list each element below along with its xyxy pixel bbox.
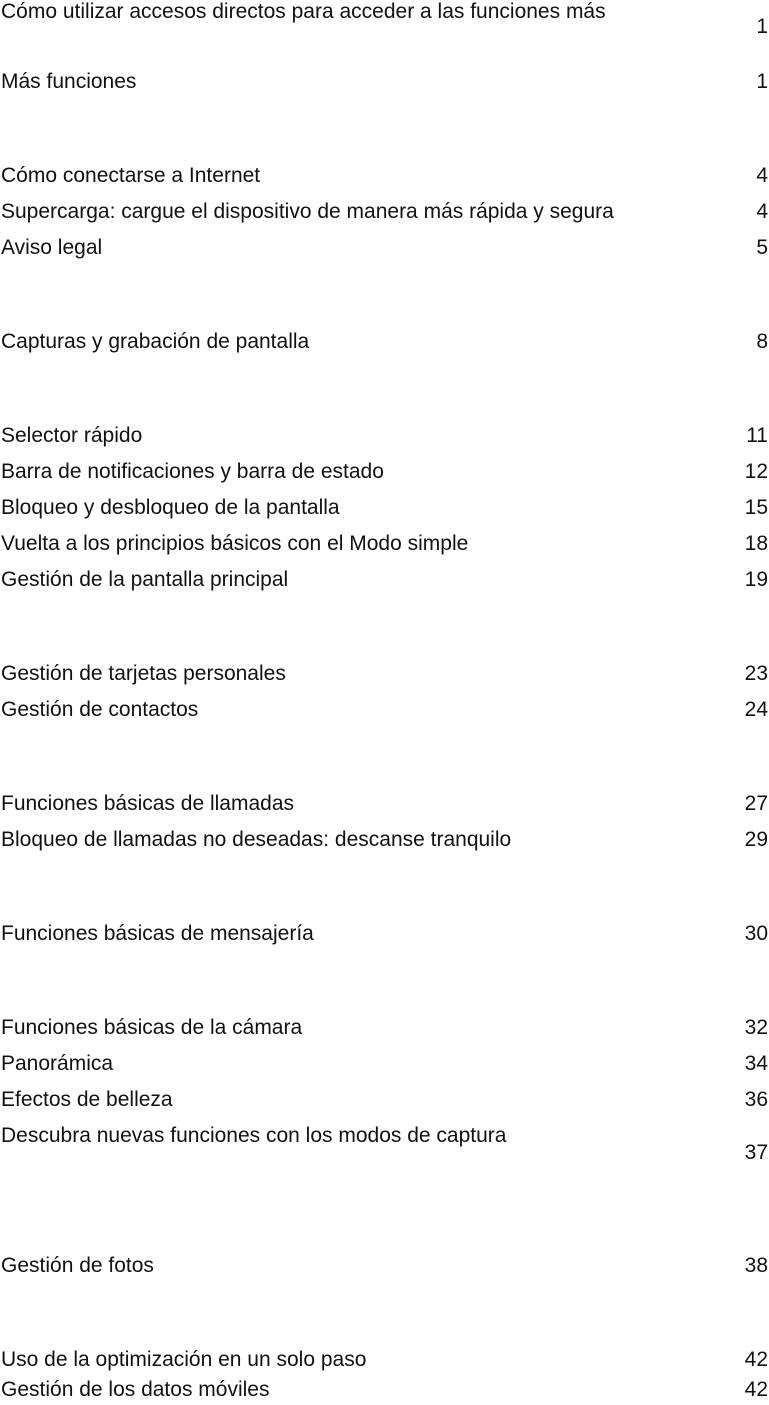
toc-entry-page: 4 <box>756 164 768 187</box>
toc-entry-mas-funciones[interactable] <box>0 67 769 97</box>
toc-entry-page: 15 <box>744 496 768 519</box>
toc-entry-title: Gestión de los datos móviles <box>1 1378 270 1401</box>
toc-entry-title: Bloqueo y desbloqueo de la pantalla <box>1 496 340 519</box>
toc-entry-tarjetas-personales[interactable] <box>0 659 769 689</box>
toc-entry-supercarga[interactable] <box>0 197 769 227</box>
toc-entry-page: 30 <box>744 922 768 945</box>
toc-entry-title: Funciones básicas de llamadas <box>1 792 294 815</box>
toc-entry-funciones-camara[interactable] <box>0 1013 769 1043</box>
toc-entry-title: Barra de notificaciones y barra de estado <box>1 460 384 483</box>
toc-entry-title: Funciones básicas de la cámara <box>1 1016 303 1039</box>
toc-entry-title: Gestión de fotos <box>1 1254 154 1277</box>
toc-entry-page: 24 <box>744 698 768 721</box>
toc-entry-barra-notificaciones[interactable] <box>0 457 769 487</box>
toc-entry-title: Descubra nuevas funciones con los modos de captura <box>1 1124 507 1147</box>
toc-entry-modo-simple[interactable] <box>0 529 769 559</box>
toc-entry-title: Funciones básicas de mensajería <box>1 922 314 945</box>
toc-entry-title: Más funciones <box>1 70 137 93</box>
toc-entry-page: 5 <box>756 236 768 259</box>
toc-entry-funciones-mensajeria[interactable] <box>0 919 769 949</box>
toc-entry-accesos-directos[interactable] <box>0 0 769 38</box>
toc-entry-capturas-pantalla[interactable] <box>0 327 769 357</box>
toc-entry-page: 1 <box>756 15 768 38</box>
toc-entry-page: 11 <box>746 424 768 447</box>
toc-entry-title: Vuelta a los principios básicos con el Modo simple <box>1 532 469 555</box>
toc-entry-title: Cómo conectarse a Internet <box>1 164 261 187</box>
toc-entry-title: Cómo utilizar accesos directos para acceder a las funciones más <box>1 0 606 23</box>
toc-entry-title: Aviso legal <box>1 236 103 259</box>
toc-entry-page: 18 <box>744 532 768 555</box>
toc-entry-page: 42 <box>744 1378 768 1401</box>
toc-entry-page: 36 <box>744 1088 768 1111</box>
toc-entry-pantalla-principal[interactable] <box>0 565 769 595</box>
toc-entry-datos-moviles[interactable] <box>0 1375 769 1405</box>
toc-entry-page: 27 <box>744 792 768 815</box>
toc-entry-title: Supercarga: cargue el dispositivo de manera más rápida y segura <box>1 200 614 223</box>
toc-entry-selector-rapido[interactable] <box>0 421 769 451</box>
toc-entry-title: Gestión de tarjetas personales <box>1 662 286 685</box>
toc-entry-page: 8 <box>756 330 768 353</box>
toc-entry-title: Bloqueo de llamadas no deseadas: descanse tranquilo <box>1 828 512 851</box>
toc-entry-title: Selector rápido <box>1 424 143 447</box>
toc-entry-bloqueo-llamadas[interactable] <box>0 825 769 855</box>
toc-entry-bloqueo-pantalla[interactable] <box>0 493 769 523</box>
toc-entry-title: Capturas y grabación de pantalla <box>1 330 310 353</box>
toc-entry-funciones-llamadas[interactable] <box>0 789 769 819</box>
toc-entry-page: 37 <box>744 1141 768 1164</box>
toc-entry-panoramica[interactable] <box>0 1049 769 1079</box>
toc-entry-efectos-belleza[interactable] <box>0 1085 769 1115</box>
toc-entry-page: 34 <box>744 1052 768 1075</box>
toc-entry-gestion-contactos[interactable] <box>0 695 769 725</box>
toc-entry-page: 4 <box>756 200 768 223</box>
toc-entry-page: 32 <box>744 1016 768 1039</box>
toc-entry-page: 42 <box>744 1348 768 1371</box>
toc-entry-page: 38 <box>744 1254 768 1277</box>
toc-entry-page: 29 <box>744 828 768 851</box>
toc-entry-conectarse-internet[interactable] <box>0 161 769 191</box>
toc-entry-title: Gestión de la pantalla principal <box>1 568 289 591</box>
toc-entry-title: Panorámica <box>1 1052 114 1075</box>
toc-entry-title: Efectos de belleza <box>1 1088 173 1111</box>
toc-entry-page: 12 <box>744 460 768 483</box>
toc-entry-title: Uso de la optimización en un solo paso <box>1 1348 367 1371</box>
toc-entry-page: 1 <box>756 70 768 93</box>
toc-entry-gestion-fotos[interactable] <box>0 1251 769 1281</box>
toc-entry-optimizacion[interactable] <box>0 1345 769 1375</box>
toc-entry-modos-captura[interactable] <box>0 1121 769 1164</box>
toc-entry-aviso-legal[interactable] <box>0 233 769 263</box>
toc-entry-title: Gestión de contactos <box>1 698 199 721</box>
toc-entry-page: 23 <box>744 662 768 685</box>
toc-entry-page: 19 <box>744 568 768 591</box>
